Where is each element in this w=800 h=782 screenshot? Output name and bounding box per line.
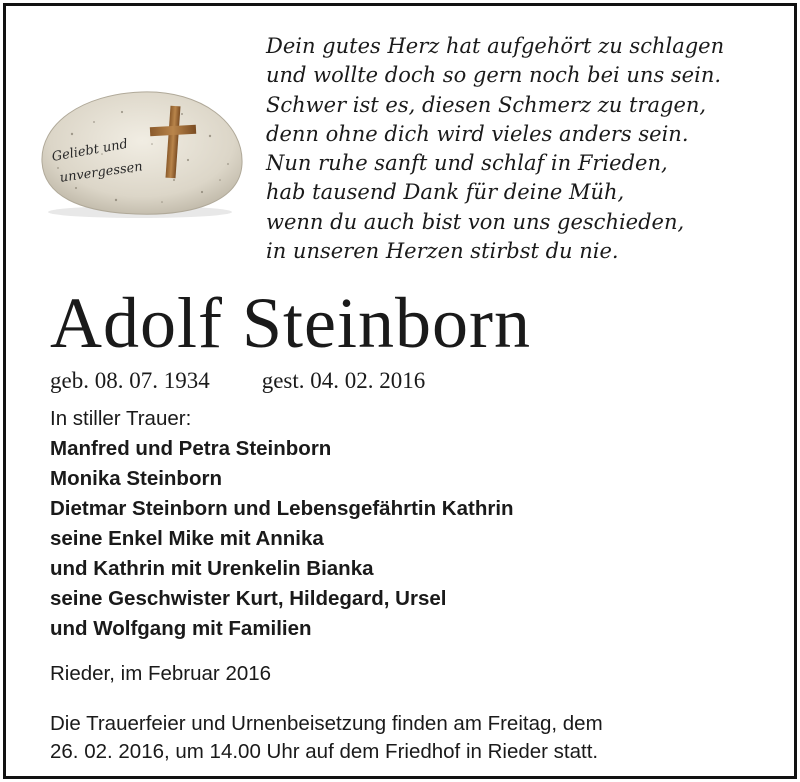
mourner-line: Monika Steinborn (50, 467, 222, 490)
poem-line: hab tausend Dank für deine Müh, (266, 180, 625, 205)
birth-date: geb. 08. 07. 1934 (50, 368, 210, 393)
service-line: 26. 02. 2016, um 14.00 Uhr auf dem Friedhof in Rieder statt. (50, 740, 599, 763)
mourner-line: und Wolfgang mit Familien (50, 617, 312, 640)
stone-inscription-line-2: unvergessen (58, 159, 144, 186)
obituary-frame (3, 3, 797, 779)
mourners-intro: In stiller Trauer: (50, 407, 192, 430)
mourner-line: Manfred und Petra Steinborn (50, 437, 332, 460)
poem-line: Schwer ist es, diesen Schmerz zu tragen, (266, 92, 707, 117)
place-and-date: Rieder, im Februar 2016 (50, 662, 272, 685)
poem-line: und wollte doch so gern noch bei uns sein. (266, 63, 722, 88)
mourners-list (50, 404, 514, 644)
poem-line: in unseren Herzen stirbst du nie. (266, 239, 619, 264)
mourner-line: seine Geschwister Kurt, Hildegard, Ursel (50, 587, 447, 610)
stone-inscription-line-1: Geliebt und (50, 136, 129, 165)
poem-line: wenn du auch bist von uns geschieden, (266, 209, 685, 234)
life-dates (50, 366, 425, 396)
mourner-line: Dietmar Steinborn und Lebensgefährtin Kathrin (50, 497, 514, 520)
death-date: gest. 04. 02. 2016 (261, 368, 426, 393)
mourner-line: und Kathrin mit Urenkelin Bianka (50, 557, 374, 580)
poem-line: denn ohne dich wird vieles anders sein. (266, 121, 689, 146)
service-line: Die Trauerfeier und Urnenbeisetzung finden am Freitag, dem (50, 712, 603, 735)
poem-line: Nun ruhe sanft und schlaf in Frieden, (266, 151, 668, 176)
deceased-name: Adolf Steinborn (50, 283, 531, 363)
memorial-poem (266, 32, 786, 266)
memorial-stone-image (32, 84, 248, 220)
funeral-service-notice (50, 710, 603, 766)
mourner-line: seine Enkel Mike mit Annika (50, 527, 324, 550)
poem-line: Dein gutes Herz hat aufgehört zu schlagen (266, 34, 725, 58)
